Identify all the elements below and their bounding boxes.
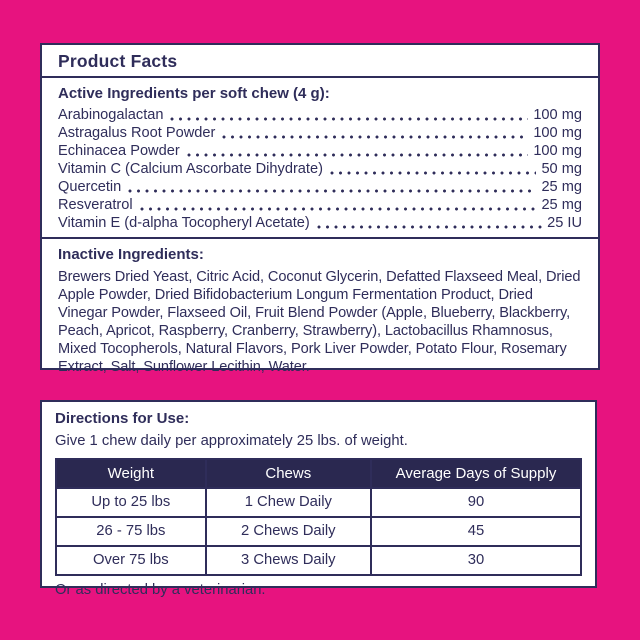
ingredient-row	[58, 214, 582, 232]
cell-chews: 2 Chews Daily	[206, 517, 371, 546]
active-ingredients-heading: Active Ingredients per soft chew (4 g):	[58, 85, 330, 102]
cell-supply: 45	[371, 517, 581, 546]
ingredient-row	[58, 142, 582, 160]
directions-title: Directions for Use:	[55, 410, 190, 427]
cell-weight: 26 - 75 lbs	[56, 517, 206, 546]
inactive-ingredients-text: Brewers Dried Yeast, Citric Acid, Coconut Glycerin, Defatted Flaxseed Meal, Dried Apple Powder, Dried Bifidobacterium Longum Fermentation Product, Dried Vinegar Powder, Flaxseed Oil, Fruit Blend Powder (Apple, Blueberry, Blackberry, Peach, Apricot, Raspberry, Cranberry, Strawberry), Lactobacillus Rhamnosus, Mixed Tocopherols, Natural Flavors, Pork Liver Powder, Potato Flour, Rosemary Extract, Salt, Sunflower Lecithin, Water.	[58, 269, 581, 375]
ingredient-amount: 25 mg	[541, 197, 582, 213]
dot-leader	[128, 189, 536, 193]
directions-panel	[40, 400, 597, 598]
ingredient-row	[58, 160, 582, 178]
cell-chews: 3 Chews Daily	[206, 546, 371, 575]
column-header-supply: Average Days of Supply	[371, 459, 581, 488]
divider	[42, 237, 598, 239]
cell-weight: Up to 25 lbs	[56, 488, 206, 517]
cell-supply: 30	[371, 546, 581, 575]
dot-leader	[140, 207, 537, 211]
directions-instruction: Give 1 chew daily per approximately 25 lbs. of weight.	[55, 433, 408, 449]
table-row	[56, 488, 581, 517]
ingredient-row	[58, 106, 582, 124]
ingredient-name: Vitamin C (Calcium Ascorbate Dihydrate)	[58, 161, 323, 177]
ingredient-amount: 100 mg	[533, 107, 582, 123]
ingredient-amount: 50 mg	[541, 161, 582, 177]
ingredient-row	[58, 196, 582, 214]
divider	[42, 76, 598, 78]
column-header-weight: Weight	[56, 459, 206, 488]
dot-leader	[170, 117, 528, 121]
ingredient-row	[58, 124, 582, 142]
dot-leader	[222, 135, 528, 139]
ingredient-amount: 100 mg	[533, 125, 582, 141]
ingredient-amount: 25 IU	[547, 215, 582, 231]
dot-leader	[330, 171, 536, 175]
dosage-table	[55, 458, 582, 576]
dot-leader	[187, 153, 529, 157]
product-facts-panel	[40, 43, 600, 375]
ingredient-amount: 25 mg	[541, 179, 582, 195]
table-row	[56, 517, 581, 546]
dosage-table-header-row	[56, 459, 581, 488]
cell-chews: 1 Chew Daily	[206, 488, 371, 517]
ingredient-amount: 100 mg	[533, 143, 582, 159]
column-header-chews: Chews	[206, 459, 371, 488]
cell-weight: Over 75 lbs	[56, 546, 206, 575]
ingredient-name: Resveratrol	[58, 197, 133, 213]
ingredient-name: Vitamin E (d-alpha Tocopheryl Acetate)	[58, 215, 310, 231]
dot-leader	[317, 225, 542, 229]
ingredient-name: Echinacea Powder	[58, 143, 180, 159]
directions-footnote: Or as directed by a veterinarian.	[55, 582, 266, 598]
ingredient-name: Astragalus Root Powder	[58, 125, 216, 141]
inactive-ingredients-heading: Inactive Ingredients:	[58, 246, 204, 263]
cell-supply: 90	[371, 488, 581, 517]
ingredient-name: Arabinogalactan	[58, 107, 164, 123]
product-facts-title: Product Facts	[58, 51, 178, 71]
ingredient-row	[58, 178, 582, 196]
table-row	[56, 546, 581, 575]
ingredient-name: Quercetin	[58, 179, 122, 195]
